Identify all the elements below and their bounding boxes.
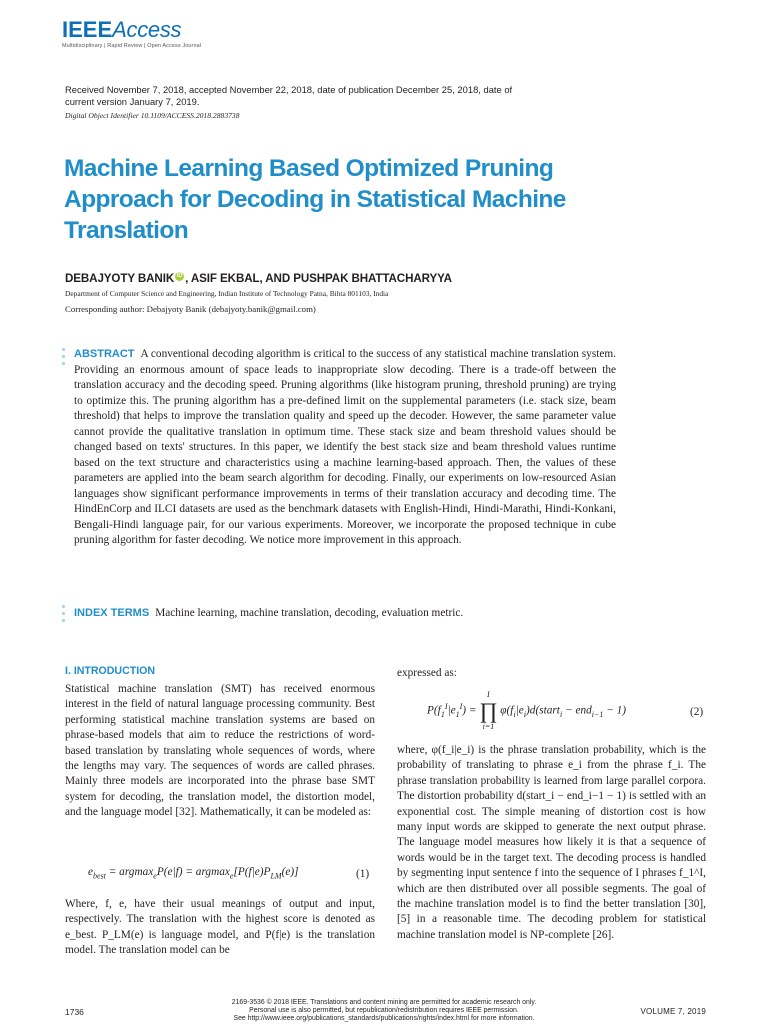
author-list [65, 272, 452, 285]
index-terms-text: Machine learning, machine translation, decoding, evaluation metric. [155, 607, 464, 619]
paper-title: Machine Learning Based Optimized Pruning Approach for Decoding in Statistical Machine Translation [64, 155, 566, 244]
author-first: DEBAJYOTY BANIK [65, 272, 175, 285]
logo-prefix: IEEE [62, 17, 113, 42]
equation-2: $P(f_1^I|e_1^I)$ = I ∏ i=1 $\varphi(f_i|e_i)d(start_i - end_{i-1} - 1)$ [427, 690, 627, 731]
index-terms [74, 606, 616, 621]
publication-dates: Received November 7, 2018, accepted November 22, 2018, date of publication December 25, 2018, date of current version January 7, 2019. [65, 84, 513, 107]
doi: Digital Object Identifier 10.1109/ACCESS.2018.2883738 [65, 111, 240, 120]
equation-1-number: (1) [356, 868, 370, 880]
section-heading: I. INTRODUCTION [65, 665, 156, 677]
journal-tagline: Multidisciplinary | Rapid Review | Open Access Journal [62, 43, 202, 49]
abstract [74, 347, 616, 549]
copyright-line-3[interactable]: See http://www.ieee.org/publications_standards/publications/rights/index.html for more information. [233, 1015, 535, 1023]
journal-logo [62, 18, 201, 49]
abstract-heading: ABSTRACT [74, 348, 135, 360]
affiliation: Department of Computer Science and Engineering, Indian Institute of Technology Patna, Bihta 801103, India [65, 289, 389, 298]
corresponding-author: Corresponding author: Debajyoty Banik (debajyoty.banik@gmail.com) [65, 304, 316, 314]
copyright-line-1: 2169-3536 © 2018 IEEE. Translations and content mining are permitted for academic research only. [231, 999, 537, 1006]
intro-paragraph-right-lead: expressed as: [397, 667, 457, 679]
copyright-line-2: Personal use is also permitted, but republication/redistribution requires IEEE permission. [249, 1007, 519, 1015]
intro-paragraph-3: where, φ(f_i|e_i) is the phrase translation probability, which is the probability of translating to phrase e_i from the phrase f_i. The phrase translation probability is learned from large parallel corpora. The distortion probability d(start_i − end_i−1 − 1) is settled with an exponential cost. The simple meaning of distortion cost is how many input words are skipped to generate the next output phrase. The language model measures how likely it is that a sequence of words would be in the target text. The decoding process is handled by segmenting input sentence f into the sequence of I phrases f_1^I, which are then distributed over all possible segments. The goal of the machine translation model is to find the better translation [30], [5] in a reasonable time. The decoding problem for statistical machine translation model is NP-complete [26]. [397, 744, 706, 941]
index-terms-heading: INDEX TERMS [74, 607, 150, 619]
intro-paragraph-2: Where, f, e, have their usual meanings of output and input, respectively. The translation with the highest score is denoted as e_best. P_LM(e) is language model, and P(f|e) is the translation model. The translation model can be [65, 898, 375, 957]
intro-paragraph-1: Statistical machine translation (SMT) has received enormous interest in the field of natural language processing community. Best performing statistical machine translation systems are based on phrase-based models that aim to reduce the restrictions of word-based translation by translating whole sequences of words, where the lengths may vary. The sequences of words are called phrases. Mainly three models are incorporated into the phrase base SMT system for decoding, the translation model, the distortion model, and the language model [32]. Mathematically, it can be modeled as: [65, 683, 375, 819]
abstract-text: A conventional decoding algorithm is critical to the success of any statistical machine translation system. Providing an enormous amount of space leads to inappropriate slow decoding. There is a trade-off between the translation accuracy and the decoding speed. Pruning algorithms (like histogram pruning, threshold pruning) are trying to optimize this. The pruning algorithm has a pre-defined limit on the supplemental parameters (i.e. stack size, beam threshold) that helps to improve the translation quality and speed up the decoder. However, the same parameter value cannot provide the qualitative translation in optimum time. These stack size and beam threshold values should be changed based on texts' structures. In this paper, we identify the best stack size and beam threshold values runtime based on the text structure and characteristics using a machine learning-based approach. Then, the values of these parameters are applied into the beam search algorithm for decoding. Finally, our experiments on low-resourced Asian languages show significant performance improvements in terms of their translation accuracy and decoding time. The HindEnCorp and ILCI datasets are used as the benchmark datasets with English-Hindi, Hindi-Marathi, Hindi-Konkani, Bengali-Hindi language pair, for our various experiments. Moreover, we incorporate the proposed technique in cube pruning algorithm for faster decoding. We notice more improvement in this approach. [74, 348, 616, 546]
author-rest: , ASIF EKBAL, AND PUSHPAK BHATTACHARYYA [185, 272, 452, 285]
abstract-marker-icon [62, 348, 65, 369]
logo-suffix: Access [112, 17, 182, 42]
copyright-notice [140, 999, 628, 1024]
orcid-icon[interactable]: iD [176, 273, 183, 279]
index-terms-marker-icon [62, 605, 65, 626]
page-number: 1736 [65, 1007, 84, 1017]
volume-label: VOLUME 7, 2019 [640, 1007, 706, 1016]
equation-1: $e_{best} = argmax_eP(e|f) = argmax_e[P(f|e)P_{LM}(e)]$ [88, 866, 299, 881]
equation-2-number: (2) [690, 706, 704, 718]
